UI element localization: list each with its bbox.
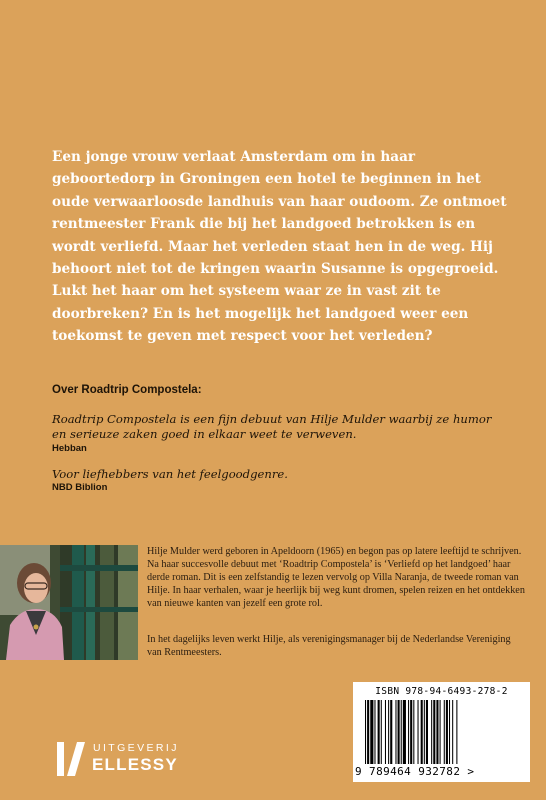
author-bio-work: In het dagelijks leven werkt Hilje, als verenigingsmanager bij de Nederlandse Vereniging van Rentmeesters. [147,634,511,658]
publisher-logo [55,740,205,780]
review-source: Hebban [52,443,87,454]
isbn-number: ISBN 978-94-6493-278-2 [375,686,508,697]
ean-number: 9 789464 932782 > [355,765,475,778]
author-bio: Hilje Mulder werd geboren in Apeldoorn (1965) en begon pas op latere leeftijd te schrijven. Na haar succesvolle debuut met ‘Roadtrip Compostela’ is ‘Verliefd op het landgoed’ haar derde roman. Dit is een zelfstandig te lezen vervolg op Villa Naranja, de tweede roman van Hilje. In haar verhalen, waar je heerlijk bij weg kunt dromen, spelen reizen en het ontdekken van nieuwe kanten van jezelf een grote rol. [147,546,525,609]
review-quote: Voor liefhebbers van het feelgoodgenre. [52,467,288,481]
isbn-barcode [353,682,530,782]
publisher-name: ELLESSY [92,755,178,774]
reviews-heading: Over Roadtrip Compostela: [52,384,202,396]
publisher-label: UITGEVERIJ [93,742,179,754]
review-source: NBD Biblion [52,482,108,493]
back-cover-blurb: Een jonge vrouw verlaat Amsterdam om in haar geboortedorp in Groningen een hotel te beginnen in het oude verwaarloosde landhuis van haar oudoom. Ze ontmoet rentmeester Frank die bij het landgoed betrokken is en wordt verliefd. Maar het verleden staat hen in de weg. Hij behoort niet tot de kringen waarin Susanne is opgegroeid. Lukt het haar om het systeem waar ze in vast zit te doorbreken? En is het mogelijk het landgoed weer een toekomst te geven met respect voor het verleden? [52,149,507,345]
review-quote: Roadtrip Compostela is een fijn debuut van Hilje Mulder waarbij ze humor en serieuze zaken goed in elkaar weet te verweven. [52,412,492,441]
author-photo [0,545,138,660]
